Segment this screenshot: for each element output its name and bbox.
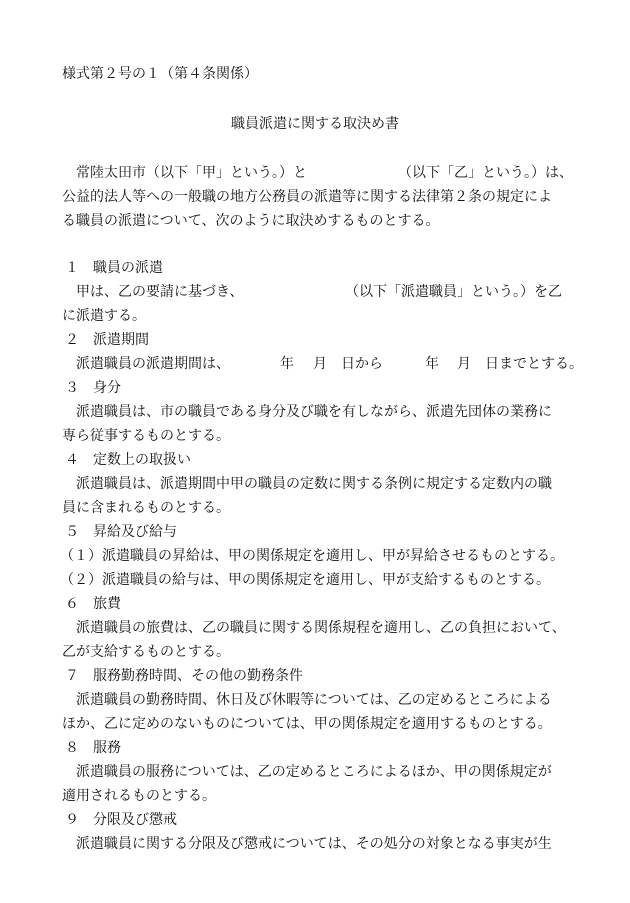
intro-line1-part-a: 常陸太田市（以下「甲」という。）と	[76, 165, 307, 181]
section1-line1-part-a: 甲は、乙の要請に基づき、	[76, 284, 244, 300]
section5-item1: （１）派遣職員の昇給は、甲の関係規定を適用し、甲が昇給させるものとする。	[60, 548, 564, 564]
section6-line2: 乙が支給するものとする。	[62, 644, 230, 660]
section2-line1-part-a: 派遣職員の派遣期間は、	[76, 356, 230, 372]
section3-heading: ３ 身分	[65, 380, 121, 396]
section9-line1: 派遣職員に関する分限及び懲戒については、その処分の対象となる事実が生	[76, 836, 552, 852]
section3-line2: 専ら従事するものとする。	[62, 428, 230, 444]
section1-line1-part-b: （以下「派遣職員」という。）を乙	[345, 284, 562, 300]
section4-heading: ４ 定数上の取扱い	[65, 452, 191, 468]
section1-line2: に派遣する。	[62, 308, 146, 324]
section2-end-year: 年	[425, 356, 439, 372]
section5-heading: ５ 昇給及び給与	[65, 524, 177, 540]
section8-line2: 適用されるものとする。	[62, 788, 216, 804]
section2-start-day: 日から	[341, 356, 383, 372]
section9-heading: ９ 分限及び懲戒	[65, 812, 177, 828]
intro-line2: 公益的法人等への一般職の地方公務員の派遣等に関する法律第２条の規定によ	[62, 189, 552, 205]
intro-line1-part-b: （以下「乙」という。）は、	[398, 165, 573, 181]
intro-line3: る職員の派遣について、次のように取決めするものとする。	[62, 213, 440, 229]
section2-end-month: 月	[457, 356, 471, 372]
section5-item2: （２）派遣職員の給与は、甲の関係規定を適用し、甲が支給するものとする。	[60, 572, 550, 588]
section4-line2: 員に含まれるものとする。	[62, 500, 230, 516]
document-title: 職員派遣に関する取決め書	[231, 116, 399, 132]
section8-line1: 派遣職員の服務については、乙の定めるところによるほか、甲の関係規定が	[76, 764, 552, 780]
form-number: 様式第２号の１（第４条関係）	[62, 66, 258, 82]
section3-line1: 派遣職員は、市の職員である身分及び職を有しながら、派遣先団体の業務に	[76, 404, 552, 420]
section6-line1: 派遣職員の旅費は、乙の職員に関する関係規程を適用し、乙の負担において、	[76, 620, 566, 636]
section2-start-month: 月	[313, 356, 327, 372]
section1-heading: １ 職員の派遣	[65, 260, 163, 276]
section4-line1: 派遣職員は、派遣期間中甲の職員の定数に関する条例に規定する定数内の職	[76, 476, 552, 492]
section2-end-day: 日までとする。	[485, 356, 583, 372]
section7-line1: 派遣職員の勤務時間、休日及び休暇等については、乙の定めるところによる	[76, 692, 552, 708]
section6-heading: ６ 旅費	[65, 596, 121, 612]
section7-heading: ７ 服務勤務時間、その他の勤務条件	[65, 668, 303, 684]
section2-heading: ２ 派遣期間	[65, 332, 149, 348]
section8-heading: ８ 服務	[65, 740, 121, 756]
section2-start-year: 年	[280, 356, 294, 372]
section7-line2: ほか、乙に定めのないものについては、甲の関係規定を適用するものとする。	[62, 716, 552, 732]
